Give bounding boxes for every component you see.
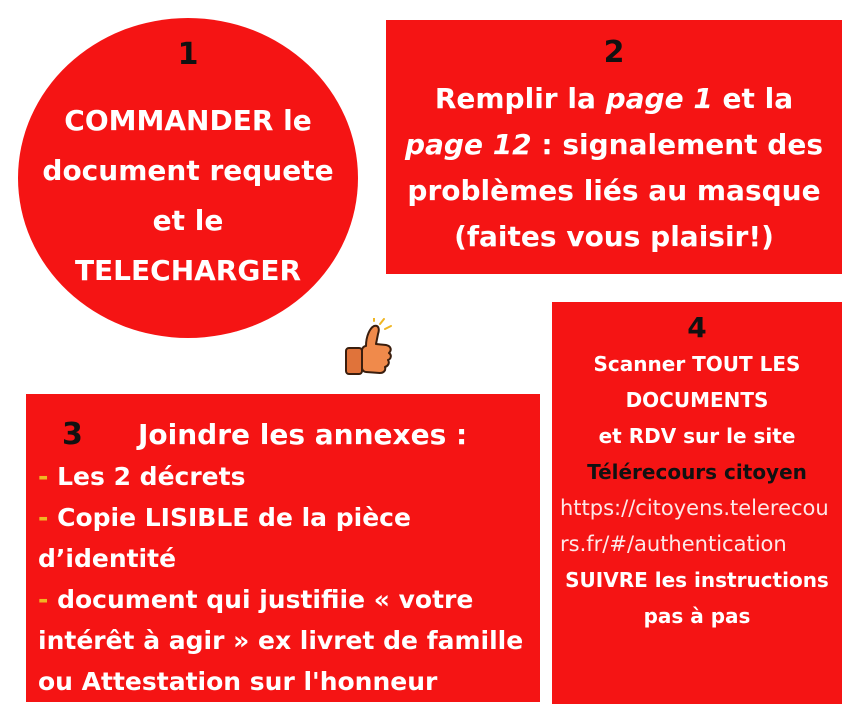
step4-line3: SUIVRE les instructions pas à pas: [565, 568, 829, 628]
step2-panel: [386, 20, 842, 274]
thumbs-up-icon: [336, 318, 400, 380]
list-item: [38, 497, 534, 579]
step1-circle: [18, 18, 358, 338]
step4-line1: Scanner TOUT LES DOCUMENTS: [593, 352, 801, 412]
step2-page12: page 12: [404, 128, 532, 161]
step4-number: 4: [687, 311, 707, 344]
list-item: [38, 456, 534, 497]
step3-number: 3: [62, 417, 83, 452]
list-item: [38, 579, 534, 702]
step4-panel: [552, 302, 842, 704]
step2-page1: page 1: [605, 82, 713, 115]
step4-line2: et RDV sur le site: [598, 424, 796, 448]
step3-panel: [26, 394, 540, 702]
step3-list: [38, 456, 534, 702]
step2-number: 2: [603, 35, 625, 70]
step2-text-a: Remplir la: [434, 82, 606, 115]
list-item-text: Copie LISIBLE de la pièce d’identité: [38, 503, 411, 573]
step1-text: COMMANDER le document requete et le TELECHARGER: [42, 104, 334, 287]
list-dash: -: [38, 503, 49, 532]
step1-number: 1: [177, 37, 199, 72]
list-dash: -: [38, 585, 49, 614]
list-item-text: document qui justifiie « votre intérêt à agir » ex livret de famille ou Attestation sur l'honneur: [38, 585, 524, 696]
step3-title: Joindre les annexes :: [138, 418, 468, 451]
step4-url[interactable]: https://citoyens.telerecours.fr/#/authentication: [560, 496, 829, 556]
step2-text-b: et la: [712, 82, 794, 115]
step2-text: [392, 76, 836, 260]
step2-text-c: : signalement des problèmes liés au masque (faites vous plaisir!): [407, 128, 824, 253]
list-item-text: Les 2 décrets: [57, 462, 246, 491]
step4-text: [560, 346, 834, 634]
step4-site-name: Télérecours citoyen: [587, 460, 807, 484]
list-dash: -: [38, 462, 49, 491]
